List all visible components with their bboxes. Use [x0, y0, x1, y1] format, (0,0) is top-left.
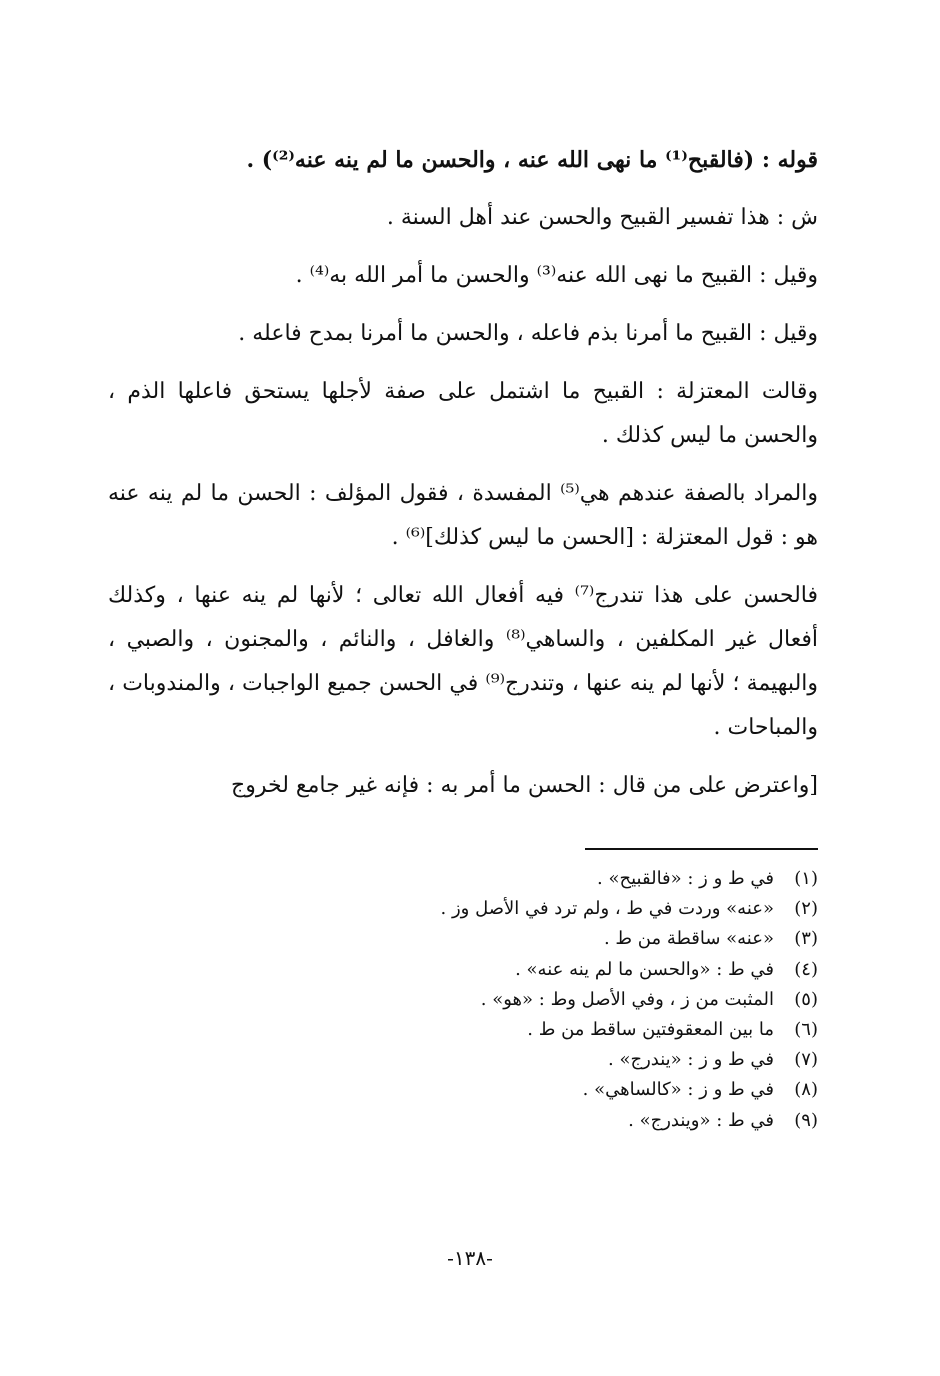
footnote-text: في ط و ز : «فالقبيح» .: [597, 868, 774, 889]
footnote-number: (٤): [794, 958, 818, 980]
paragraph-3: وقيل : القبيح ما نهى الله عنه⁽³⁾ والحسن ما أمر الله به⁽⁴⁾ .: [295, 263, 818, 288]
footnote-text: «عنه» وردت في ط ، ولم ترد في الأصل وز .: [440, 898, 774, 920]
paragraph-6: والمراد بالصفة عندهم هي⁽⁵⁾ المفسدة ، فقول المؤلف : الحسن ما لم ينه عنه هو : قول المعتزلة : [الحسن ما ليس كذلك]⁽⁶⁾ .: [108, 481, 818, 550]
footnote-text: ما بين المعقوفتين ساقط من ط .: [527, 1019, 774, 1041]
footnote-text: في ط و ز : «يندرج» .: [608, 1049, 774, 1071]
footnote-text: في ط و ز : «كالساهي» .: [582, 1079, 774, 1101]
footnote-4: [300, 955, 818, 985]
footnote-6: [300, 1015, 818, 1045]
footnote-7: [300, 1045, 818, 1075]
footnote-text: «عنه» ساقطة من ط .: [603, 928, 774, 950]
paragraph-2: ش : هذا تفسير القبيح والحسن عند أهل السنة .: [386, 205, 818, 230]
paragraph-7: فالحسن على هذا تندرج⁽⁷⁾ فيه أفعال الله تعالى ؛ لأنها لم ينه عنها ، وكذلك أفعال غير المكلفين ، والساهي⁽⁸⁾ والغافل ، والنائم ، والمجنون ، والصبي ، والبهيمة ؛ لأنها لم ينه عنها ، وتندرج⁽⁹⁾ في الحسن جميع الواجبات ، والمندوبات ، والمباحات .: [108, 583, 819, 740]
paragraph-4: وقيل : القبيح ما أمرنا بذم فاعله ، والحسن ما أمرنا بمدح فاعله .: [238, 321, 818, 346]
footnote-number: (١): [794, 868, 818, 889]
footnote-number: (٨): [794, 1079, 818, 1101]
footnote-number: (٥): [794, 988, 818, 1010]
footnote-number: (٩): [794, 1109, 818, 1131]
page-number: -١٣٨-: [447, 1246, 493, 1270]
footnote-number: (٧): [794, 1049, 818, 1071]
footnote-separator: [585, 848, 818, 850]
footnote-9: [300, 1106, 818, 1136]
footnote-text: المثبت من ز ، وفي الأصل وط : «هو» .: [480, 988, 774, 1010]
footnote-number: (٢): [794, 898, 818, 920]
footnote-2: [300, 894, 818, 924]
main-text: [108, 138, 818, 822]
footnote-1: [300, 864, 818, 894]
paragraph-8: [واعترض على من قال : الحسن ما أمر به : فإنه غير جامع لخروج: [231, 773, 818, 798]
footnote-text: في ط : «والحسن ما لم ينه عنه» .: [515, 958, 774, 980]
footnote-text: في ط : «ويندرج» .: [628, 1109, 774, 1131]
footnotes: [300, 864, 818, 1136]
footnote-3: [300, 924, 818, 954]
footnote-5: [300, 985, 818, 1015]
footnote-number: (٦): [794, 1019, 818, 1041]
footnote-8: [300, 1075, 818, 1105]
footnote-number: (٣): [794, 928, 818, 950]
paragraph-5: وقالت المعتزلة : القبيح ما اشتمل على صفة لأجلها يستحق فاعلها الذم ، والحسن ما ليس كذلك .: [108, 379, 818, 448]
paragraph-1: قوله : (فالقبح⁽¹⁾ ما نهى الله عنه ، والحسن ما لم ينه عنه⁽²⁾) .: [246, 147, 818, 173]
